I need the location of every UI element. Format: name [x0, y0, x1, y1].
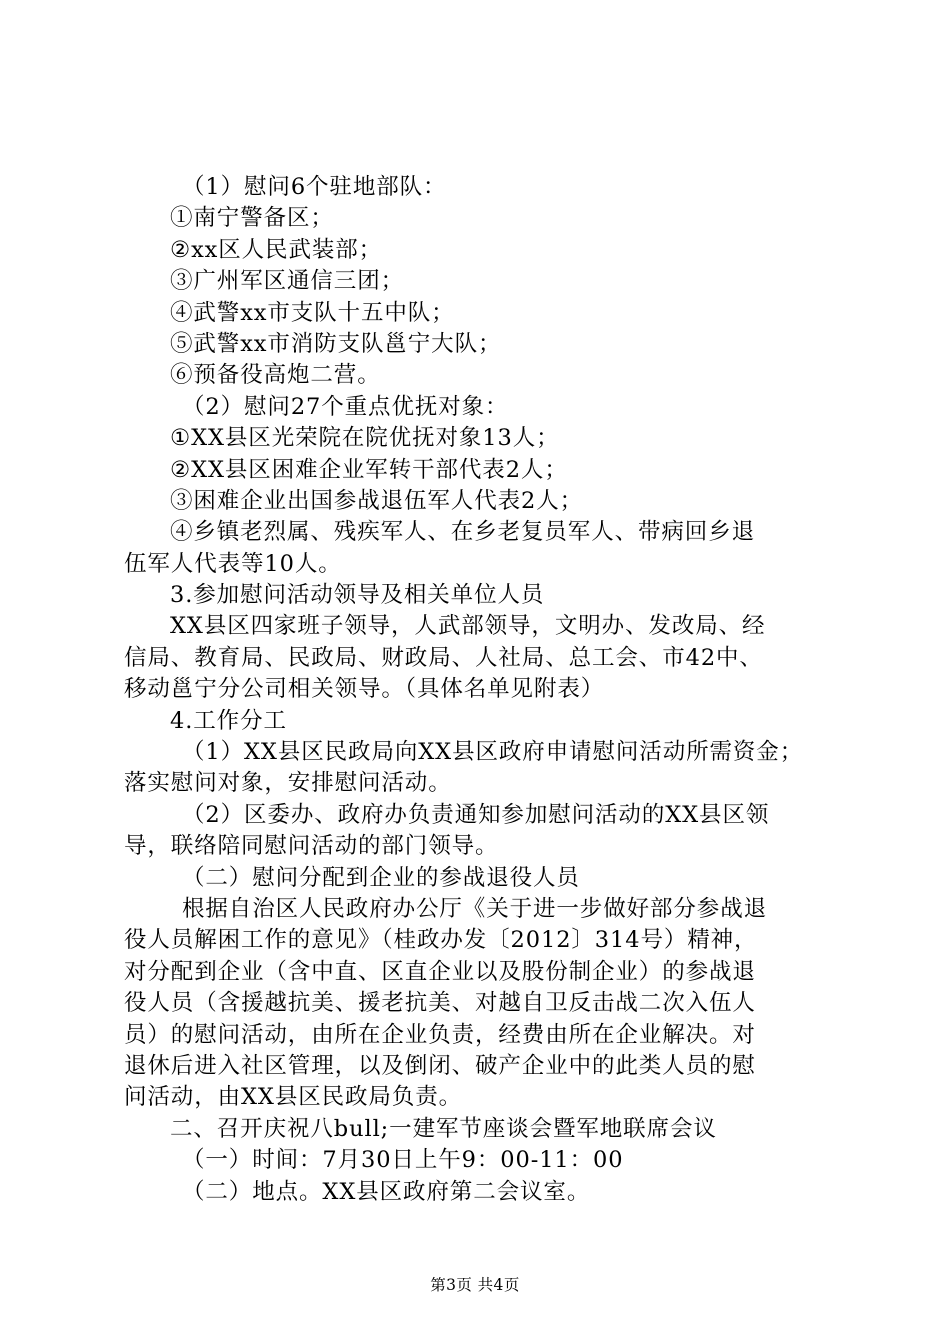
- text-line: （一）时间：7月30日上午9：00-11：00: [182, 1147, 624, 1174]
- text-line: ②XX县区困难企业军转干部代表2人；: [170, 456, 568, 483]
- text-line: XX县区四家班子领导，人武部领导，文明办、发改局、经: [170, 613, 766, 640]
- text-line: 3.参加慰问活动领导及相关单位人员: [170, 582, 545, 609]
- text-line: ⑥预备役高炮二营。: [170, 362, 381, 389]
- text-line: （1）XX县区民政局向XX县区政府申请慰问活动所需资金；: [182, 739, 804, 766]
- text-line: 导，联络陪同慰问活动的部门领导。: [124, 833, 499, 860]
- text-line: 役人员（含援越抗美、援老抗美、对越自卫反击战二次入伍人: [124, 990, 756, 1017]
- text-line: 伍军人代表等10人。: [124, 550, 342, 577]
- text-line: 信局、教育局、民政局、财政局、人社局、总工会、市42中、: [124, 644, 763, 671]
- document-body: [124, 172, 836, 1208]
- text-line: 根据自治区人民政府办公厅《关于进一步做好部分参战退: [182, 895, 768, 922]
- text-line: ③广州军区通信三团；: [170, 268, 405, 295]
- text-line: ④武警xx市支队十五中队；: [170, 299, 455, 326]
- text-line: （1）慰问6个驻地部队：: [182, 174, 447, 200]
- text-line: ①南宁警备区；: [170, 205, 334, 232]
- text-line: 4.工作分工: [170, 707, 287, 734]
- text-line: 役人员解困工作的意见》（桂政办发〔2012〕314号）精神，: [124, 927, 758, 954]
- text-line: ①XX县区光荣院在院优抚对象13人；: [170, 425, 560, 452]
- text-line: 落实慰问对象，安排慰问活动。: [124, 770, 452, 797]
- text-line: （2）慰问27个重点优抚对象：: [182, 393, 509, 420]
- text-line: （2）区委办、政府办负责通知参加慰问活动的XX县区领: [182, 801, 770, 828]
- text-line: 二、召开庆祝八bull;一建军节座谈会暨军地联席会议: [170, 1115, 717, 1142]
- text-line: ②xx区人民武装部；: [170, 236, 383, 263]
- text-line: （二）慰问分配到企业的参战退役人员: [182, 864, 580, 891]
- text-line: 问活动，由XX县区民政局负责。: [124, 1084, 463, 1111]
- text-line: 退休后进入社区管理，以及倒闭、破产企业中的此类人员的慰: [124, 1052, 756, 1079]
- text-line: 对分配到企业（含中直、区直企业以及股份制企业）的参战退: [124, 958, 756, 985]
- text-line: ③困难企业出国参战退伍军人代表2人；: [170, 487, 584, 514]
- text-line: ⑤武警xx市消防支队邕宁大队；: [170, 330, 502, 357]
- text-line: ④乡镇老烈属、残疾军人、在乡老复员军人、带病回乡退: [170, 519, 756, 546]
- text-line: （二）地点。XX县区政府第二会议室。: [182, 1178, 591, 1205]
- page-footer: 第3页 共4页: [430, 1276, 520, 1294]
- text-line: 员）的慰问活动，由所在企业负责，经费由所在企业解决。对: [124, 1021, 756, 1048]
- text-line: 移动邕宁分公司相关领导。（具体名单见附表）: [124, 676, 605, 703]
